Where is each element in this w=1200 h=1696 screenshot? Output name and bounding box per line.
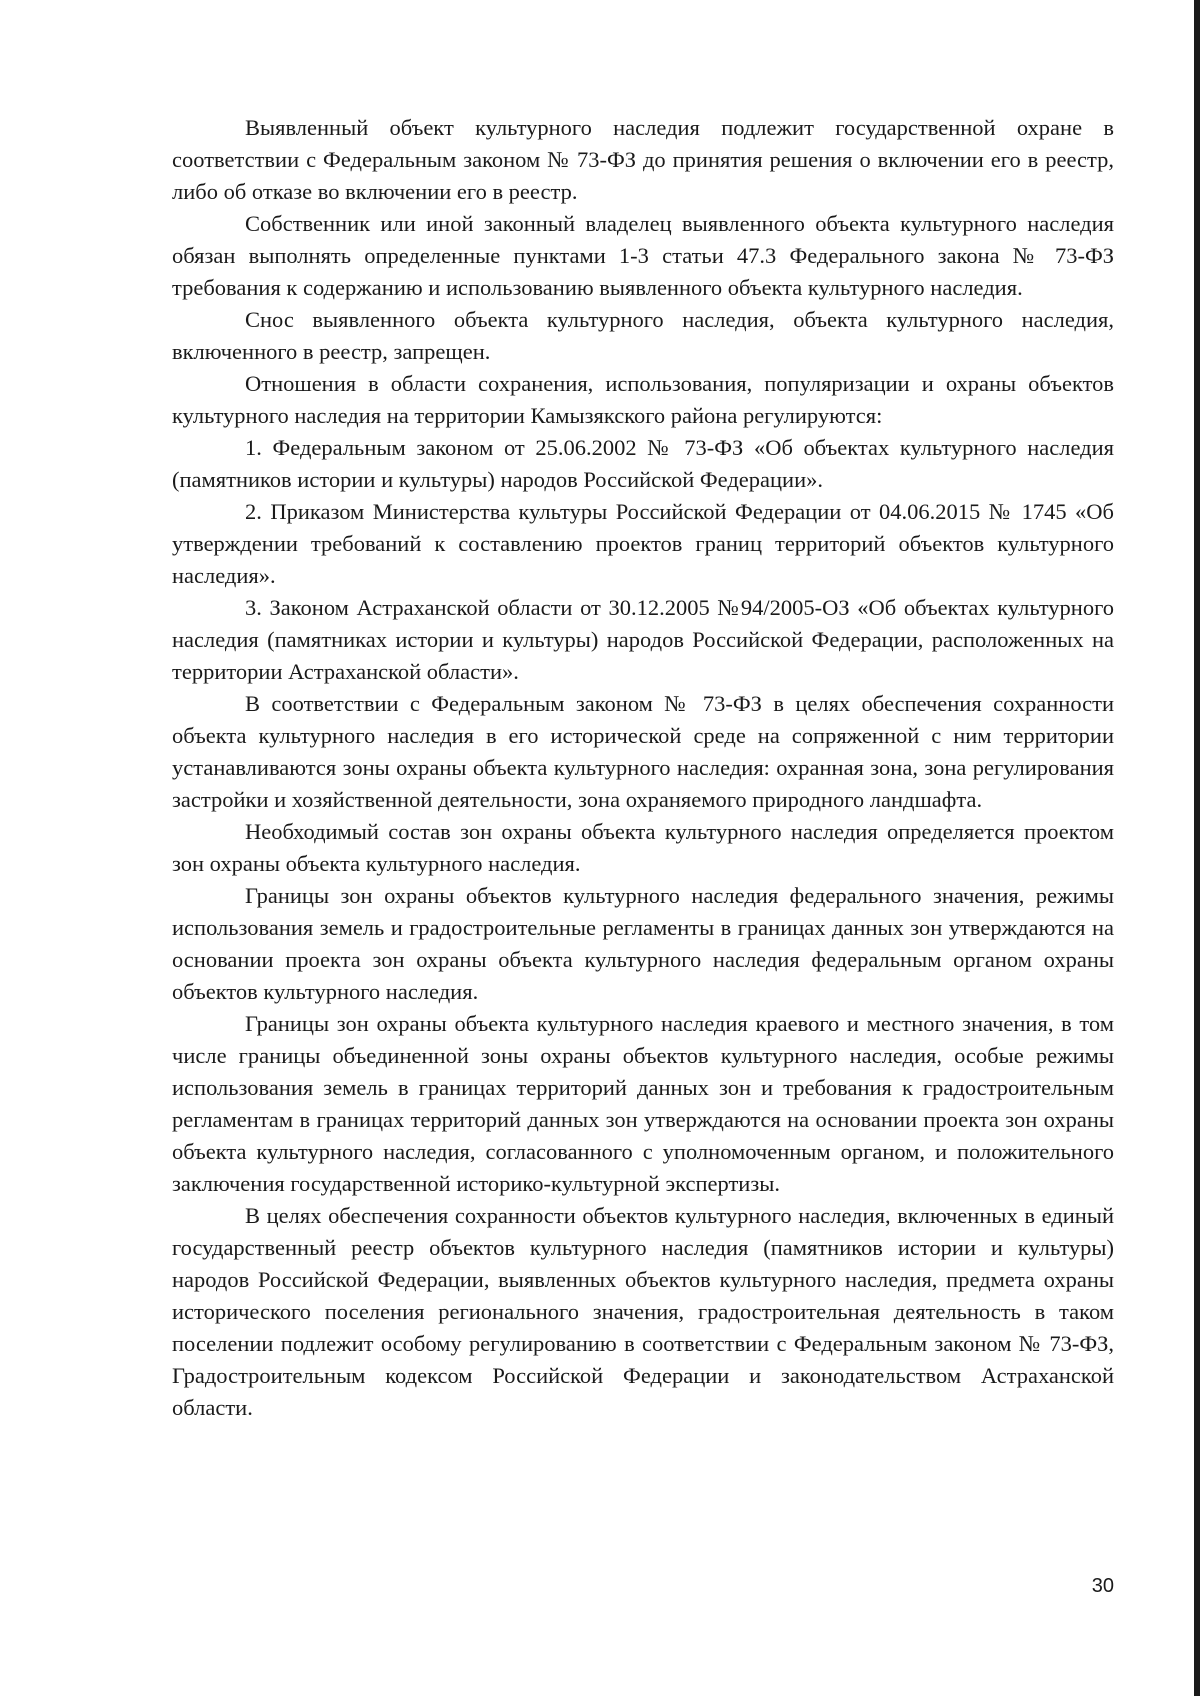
- paragraph-regional-zones: Границы зон охраны объекта культурного наследия краевого и местного значения, в том числе границы объединенной зоны охраны объектов культурного наследия, особые режимы использования земель в границах территорий данных зон и требования к градостроительным регламентам в границах территорий данных зон утверждаются на основании проекта зон охраны объекта культурного наследия, согласованного с уполномоченным органом, и положительного заключения государственной историко-культурной экспертизы.: [172, 1011, 1114, 1196]
- page-edge: [1194, 0, 1200, 1696]
- page-number: 30: [1091, 1575, 1114, 1597]
- paragraph-federal-zones: Границы зон охраны объектов культурного наследия федерального значения, режимы использования земель и градостроительные регламенты в границах данных зон утверждаются на основании проекта зон охраны объекта культурного наследия федеральным органом охраны объектов культурного наследия.: [172, 883, 1114, 1004]
- paragraph-demolition-ban: Снос выявленного объекта культурного наследия, объекта культурного наследия, включенного в реестр, запрещен.: [172, 307, 1114, 364]
- paragraph-law-item-2: 2. Приказом Министерства культуры Российской Федерации от 04.06.2015 № 1745 «Об утверждении требований к составлению проектов границ территорий объектов культурного наследия».: [172, 499, 1114, 588]
- paragraph-owner-obligations: Собственник или иной законный владелец выявленного объекта культурного наследия обязан выполнять определенные пунктами 1-3 статьи 47.3 Федерального закона № 73-ФЗ требования к содержанию и использованию выявленного объекта культурного наследия.: [172, 211, 1114, 300]
- paragraph-law-item-1: 1. Федеральным законом от 25.06.2002 № 73-ФЗ «Об объектах культурного наследия (памятников истории и культуры) народов Российской Федерации».: [172, 435, 1114, 492]
- paragraph-law-item-3: 3. Законом Астраханской области от 30.12.2005 №94/2005-ОЗ «Об объектах культурного наследия (памятниках истории и культуры) народов Российской Федерации, расположенных на территории Астраханской области».: [172, 595, 1114, 684]
- paragraph-identified-object: Выявленный объект культурного наследия подлежит государственной охране в соответствии с Федеральным законом № 73-ФЗ до принятия решения о включении его в реестр, либо об отказе во включении его в реестр.: [172, 115, 1114, 204]
- paragraph-zone-composition: Необходимый состав зон охраны объекта культурного наследия определяется проектом зон охраны объекта культурного наследия.: [172, 819, 1114, 876]
- paragraph-protection-zones: В соответствии с Федеральным законом № 73-ФЗ в целях обеспечения сохранности объекта культурного наследия в его исторической среде на сопряженной с ним территории устанавливаются зоны охраны объекта культурного наследия: охранная зона, зона регулирования застройки и хозяйственной деятельности, зона охраняемого природного ландшафта.: [172, 691, 1114, 812]
- paragraph-historic-settlement: В целях обеспечения сохранности объектов культурного наследия, включенных в единый государственный реестр объектов культурного наследия (памятников истории и культуры) народов Российской Федерации, выявленных объектов культурного наследия, предмета охраны исторического поселения регионального значения, градостроительная деятельность в таком поселении подлежит особому регулированию в соответствии с Федеральным законом № 73-ФЗ, Градостроительным кодексом Российской Федерации и законодательством Астраханской области.: [172, 1203, 1114, 1420]
- paragraph-regulation-intro: Отношения в области сохранения, использования, популяризации и охраны объектов культурного наследия на территории Камызякского района регулируются:: [172, 371, 1114, 428]
- document-page: [172, 112, 1114, 1424]
